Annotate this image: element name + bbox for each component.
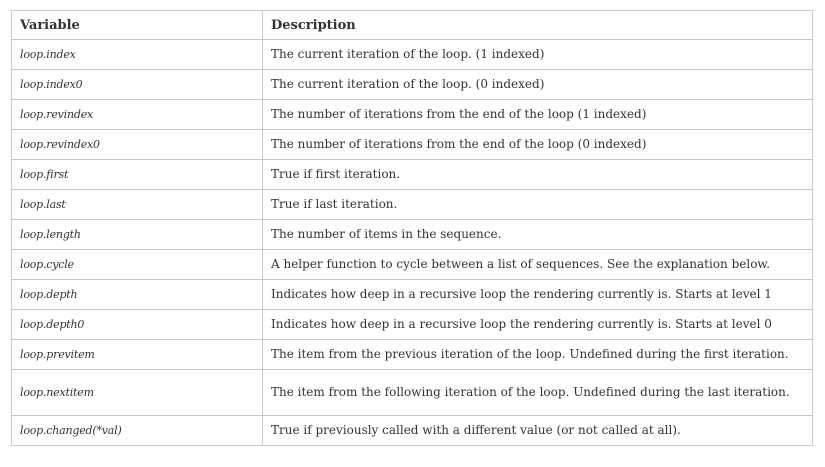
table-row: [12, 310, 813, 340]
description-cell: True if last iteration.: [263, 190, 813, 220]
description-cell: The number of iterations from the end of the loop (1 indexed): [263, 100, 813, 130]
loop-variables-table-container: [11, 10, 812, 446]
table-row: [12, 340, 813, 370]
variable-cell: loop.last: [12, 190, 263, 220]
table-row: [12, 100, 813, 130]
variable-cell: loop.depth0: [12, 310, 263, 340]
loop-variables-table: [11, 10, 813, 446]
table-row: [12, 40, 813, 70]
description-cell: The item from the following iteration of the loop. Undefined during the last iteration.: [263, 370, 813, 416]
table-row: [12, 250, 813, 280]
description-cell: Indicates how deep in a recursive loop the rendering currently is. Starts at level 1: [263, 280, 813, 310]
variable-cell: loop.first: [12, 160, 263, 190]
variable-cell: loop.previtem: [12, 340, 263, 370]
description-cell: The number of items in the sequence.: [263, 220, 813, 250]
header-variable: Variable: [12, 11, 263, 40]
variable-cell: loop.nextitem: [12, 370, 263, 416]
variable-cell: loop.cycle: [12, 250, 263, 280]
variable-cell: loop.depth: [12, 280, 263, 310]
header-description: Description: [263, 11, 813, 40]
header-row: [12, 11, 813, 40]
variable-cell: loop.index0: [12, 70, 263, 100]
table-row: [12, 130, 813, 160]
description-cell: A helper function to cycle between a list of sequences. See the explanation below.: [263, 250, 813, 280]
table-row: [12, 416, 813, 446]
variable-cell: loop.revindex: [12, 100, 263, 130]
table-row: [12, 70, 813, 100]
description-cell: True if first iteration.: [263, 160, 813, 190]
variable-cell: loop.index: [12, 40, 263, 70]
variable-cell: loop.changed(*val): [12, 416, 263, 446]
table-row: [12, 220, 813, 250]
variable-cell: loop.revindex0: [12, 130, 263, 160]
table-row: [12, 370, 813, 416]
description-cell: The current iteration of the loop. (1 indexed): [263, 40, 813, 70]
table-row: [12, 280, 813, 310]
table-row: [12, 190, 813, 220]
description-cell: The number of iterations from the end of the loop (0 indexed): [263, 130, 813, 160]
description-cell: True if previously called with a different value (or not called at all).: [263, 416, 813, 446]
description-cell: The current iteration of the loop. (0 indexed): [263, 70, 813, 100]
table-row: [12, 160, 813, 190]
description-cell: Indicates how deep in a recursive loop the rendering currently is. Starts at level 0: [263, 310, 813, 340]
table-header: [12, 11, 813, 40]
table-body: [12, 40, 813, 446]
description-cell: The item from the previous iteration of the loop. Undefined during the first iteration.: [263, 340, 813, 370]
variable-cell: loop.length: [12, 220, 263, 250]
